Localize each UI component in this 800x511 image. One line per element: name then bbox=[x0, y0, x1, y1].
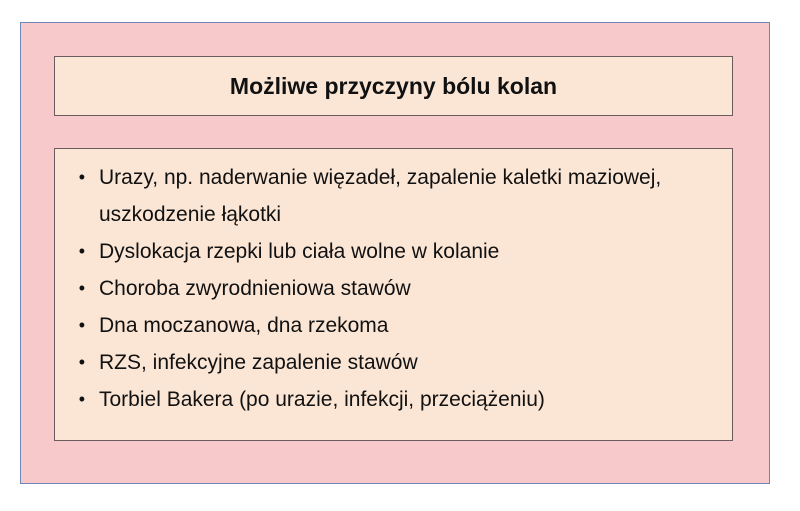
bullet-icon: • bbox=[78, 315, 85, 335]
bullet-icon: • bbox=[78, 352, 85, 372]
list-item-text: Torbiel Bakera (po urazie, infekcji, przeciążeniu) bbox=[99, 388, 545, 411]
list-item-text: Dyslokacja rzepki lub ciała wolne w kolanie bbox=[99, 240, 500, 263]
bullet-icon: • bbox=[78, 241, 85, 261]
list-item-text: Urazy, np. naderwanie więzadeł, zapalenie kaletki maziowej, uszkodzenie łąkotki bbox=[99, 166, 662, 226]
causes-box bbox=[54, 148, 733, 441]
list-item-text: Choroba zwyrodnieniowa stawów bbox=[99, 277, 411, 300]
title-box bbox=[54, 56, 733, 116]
list-item-text: RZS, infekcyjne zapalenie stawów bbox=[99, 351, 418, 374]
causes-list bbox=[55, 159, 732, 418]
list-item bbox=[55, 159, 732, 233]
slide-frame bbox=[20, 22, 770, 484]
list-item bbox=[55, 344, 732, 381]
bullet-icon: • bbox=[78, 278, 85, 298]
list-item-text: Dna moczanowa, dna rzekoma bbox=[99, 314, 389, 337]
list-item bbox=[55, 233, 732, 270]
list-item bbox=[55, 307, 732, 344]
bullet-icon: • bbox=[78, 389, 85, 409]
list-item bbox=[55, 381, 732, 418]
page-title: Możliwe przyczyny bólu kolan bbox=[229, 72, 558, 99]
bullet-icon: • bbox=[78, 167, 85, 187]
list-item bbox=[55, 270, 732, 307]
